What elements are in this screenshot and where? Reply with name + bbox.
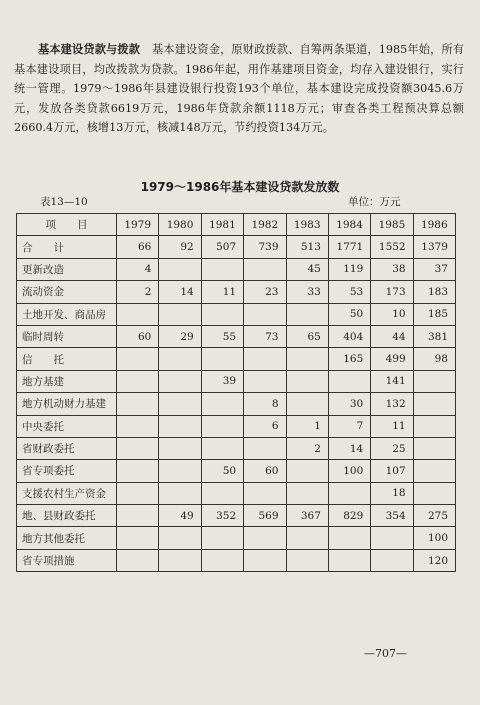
header-year: 1986 <box>413 214 455 236</box>
cell-value <box>371 549 413 571</box>
cell-value <box>201 303 243 325</box>
cell-value <box>244 303 286 325</box>
row-label: 支援农村生产资金 <box>17 482 117 504</box>
header-year: 1981 <box>201 214 243 236</box>
cell-value <box>244 258 286 280</box>
cell-value: 14 <box>328 437 370 459</box>
cell-value: 30 <box>328 393 370 415</box>
cell-value <box>244 482 286 504</box>
cell-value <box>286 527 328 549</box>
cell-value: 100 <box>328 460 370 482</box>
cell-value <box>117 370 159 392</box>
table-row <box>17 370 456 392</box>
table-row <box>17 258 456 280</box>
cell-value: 352 <box>201 505 243 527</box>
cell-value: 141 <box>371 370 413 392</box>
cell-value: 66 <box>117 236 159 258</box>
cell-value <box>328 549 370 571</box>
cell-value <box>413 415 455 437</box>
cell-value: 183 <box>413 281 455 303</box>
cell-value: 44 <box>371 325 413 347</box>
cell-value <box>201 527 243 549</box>
cell-value <box>117 393 159 415</box>
cell-value: 404 <box>328 325 370 347</box>
row-label: 地方基建 <box>17 370 117 392</box>
row-label: 信 托 <box>17 348 117 370</box>
cell-value <box>117 348 159 370</box>
row-label: 合 计 <box>17 236 117 258</box>
cell-value: 23 <box>244 281 286 303</box>
cell-value <box>159 437 201 459</box>
cell-value <box>201 258 243 280</box>
cell-value: 11 <box>371 415 413 437</box>
cell-value: 275 <box>413 505 455 527</box>
table-row <box>17 460 456 482</box>
cell-value: 185 <box>413 303 455 325</box>
cell-value: 829 <box>328 505 370 527</box>
cell-value: 569 <box>244 505 286 527</box>
paragraph-body: 基本建设资金，原财政拨款、自筹两条渠道，1985年始，所有基本建设项目，均改拨款为贷款。1986年起，用作基建项目资金，均存入建设银行，实行统一管理。1979～1986年县建设银行投资193个单位，基本建设完成投资额3045.6万元，发放各类贷款6619万元，1986年贷款余额1118万元；审查各类工程预决算总额2660.4万元，核增13万元，核减148万元，节约投资134万元。 <box>14 43 464 135</box>
cell-value <box>201 348 243 370</box>
cell-value: 1379 <box>413 236 455 258</box>
cell-value <box>286 482 328 504</box>
cell-value <box>159 460 201 482</box>
cell-value <box>286 460 328 482</box>
cell-value <box>159 303 201 325</box>
cell-value: 4 <box>117 258 159 280</box>
cell-value: 2 <box>117 281 159 303</box>
cell-value <box>244 348 286 370</box>
cell-value <box>286 370 328 392</box>
cell-value: 60 <box>244 460 286 482</box>
cell-value <box>286 303 328 325</box>
cell-value <box>244 437 286 459</box>
table-row <box>17 281 456 303</box>
cell-value: 18 <box>371 482 413 504</box>
row-label: 地方机动财力基建 <box>17 393 117 415</box>
cell-value: 1552 <box>371 236 413 258</box>
cell-value: 39 <box>201 370 243 392</box>
cell-value <box>159 348 201 370</box>
cell-value <box>117 482 159 504</box>
cell-value: 120 <box>413 549 455 571</box>
table-row <box>17 236 456 258</box>
cell-value <box>201 549 243 571</box>
cell-value <box>201 437 243 459</box>
cell-value <box>159 415 201 437</box>
cell-value: 7 <box>328 415 370 437</box>
row-label: 省专项委托 <box>17 460 117 482</box>
cell-value: 49 <box>159 505 201 527</box>
row-label: 临时周转 <box>17 325 117 347</box>
cell-value <box>159 258 201 280</box>
cell-value: 739 <box>244 236 286 258</box>
table-title: 1979～1986年基本建设贷款发放数 <box>140 180 340 194</box>
cell-value <box>201 482 243 504</box>
table-row <box>17 325 456 347</box>
cell-value: 367 <box>286 505 328 527</box>
cell-value <box>117 505 159 527</box>
table-row <box>17 303 456 325</box>
cell-value <box>413 482 455 504</box>
row-label: 地、县财政委托 <box>17 505 117 527</box>
cell-value <box>328 370 370 392</box>
cell-value: 381 <box>413 325 455 347</box>
cell-value: 50 <box>201 460 243 482</box>
table-header-row <box>17 214 456 236</box>
cell-value: 10 <box>371 303 413 325</box>
row-label: 中央委托 <box>17 415 117 437</box>
cell-value: 132 <box>371 393 413 415</box>
header-year: 1983 <box>286 214 328 236</box>
cell-value <box>244 527 286 549</box>
cell-value <box>117 549 159 571</box>
cell-value <box>413 370 455 392</box>
row-label: 土地开发、商品房 <box>17 303 117 325</box>
cell-value <box>413 437 455 459</box>
cell-value: 45 <box>286 258 328 280</box>
cell-value <box>159 370 201 392</box>
table-row <box>17 527 456 549</box>
loan-table <box>16 213 456 572</box>
header-item: 项 目 <box>17 214 117 236</box>
cell-value: 37 <box>413 258 455 280</box>
cell-value <box>159 393 201 415</box>
table-row <box>17 393 456 415</box>
cell-value: 98 <box>413 348 455 370</box>
cell-value <box>371 527 413 549</box>
table-row <box>17 415 456 437</box>
cell-value <box>413 460 455 482</box>
cell-value: 119 <box>328 258 370 280</box>
header-year: 1985 <box>371 214 413 236</box>
cell-value: 8 <box>244 393 286 415</box>
cell-value <box>201 393 243 415</box>
cell-value: 92 <box>159 236 201 258</box>
unit-label: 单位：万元 <box>348 196 401 208</box>
header-year: 1984 <box>328 214 370 236</box>
table-body <box>17 236 456 572</box>
row-label: 省专项措施 <box>17 549 117 571</box>
page-number: —707— <box>364 647 407 660</box>
header-year: 1979 <box>117 214 159 236</box>
cell-value: 2 <box>286 437 328 459</box>
cell-value <box>117 415 159 437</box>
cell-value <box>159 482 201 504</box>
cell-value: 507 <box>201 236 243 258</box>
cell-value <box>117 460 159 482</box>
cell-value: 53 <box>328 281 370 303</box>
cell-value <box>244 549 286 571</box>
cell-value <box>201 415 243 437</box>
cell-value: 1771 <box>328 236 370 258</box>
row-label: 省财政委托 <box>17 437 117 459</box>
cell-value: 513 <box>286 236 328 258</box>
row-label: 更新改造 <box>17 258 117 280</box>
cell-value <box>413 393 455 415</box>
cell-value: 55 <box>201 325 243 347</box>
cell-value: 354 <box>371 505 413 527</box>
cell-value <box>159 549 201 571</box>
cell-value: 107 <box>371 460 413 482</box>
cell-value <box>117 303 159 325</box>
cell-value <box>328 482 370 504</box>
cell-value: 14 <box>159 281 201 303</box>
cell-value: 50 <box>328 303 370 325</box>
header-year: 1982 <box>244 214 286 236</box>
cell-value: 165 <box>328 348 370 370</box>
cell-value: 499 <box>371 348 413 370</box>
cell-value: 60 <box>117 325 159 347</box>
table-row <box>17 348 456 370</box>
cell-value <box>117 527 159 549</box>
cell-value: 65 <box>286 325 328 347</box>
cell-value: 100 <box>413 527 455 549</box>
table-number: 表13—10 <box>40 196 88 208</box>
cell-value <box>244 370 286 392</box>
intro-paragraph <box>14 40 464 138</box>
table-row <box>17 505 456 527</box>
row-label: 地方其他委托 <box>17 527 117 549</box>
cell-value: 33 <box>286 281 328 303</box>
cell-value <box>117 437 159 459</box>
table-row <box>17 437 456 459</box>
table-row <box>17 482 456 504</box>
table-row <box>17 549 456 571</box>
cell-value: 29 <box>159 325 201 347</box>
cell-value: 6 <box>244 415 286 437</box>
cell-value <box>328 527 370 549</box>
cell-value <box>286 348 328 370</box>
header-year: 1980 <box>159 214 201 236</box>
cell-value <box>286 393 328 415</box>
cell-value: 38 <box>371 258 413 280</box>
row-label: 流动资金 <box>17 281 117 303</box>
paragraph-heading: 基本建设贷款与拨款 <box>38 43 141 56</box>
cell-value: 25 <box>371 437 413 459</box>
cell-value: 173 <box>371 281 413 303</box>
cell-value <box>159 527 201 549</box>
cell-value <box>286 549 328 571</box>
cell-value: 1 <box>286 415 328 437</box>
cell-value: 73 <box>244 325 286 347</box>
cell-value: 11 <box>201 281 243 303</box>
